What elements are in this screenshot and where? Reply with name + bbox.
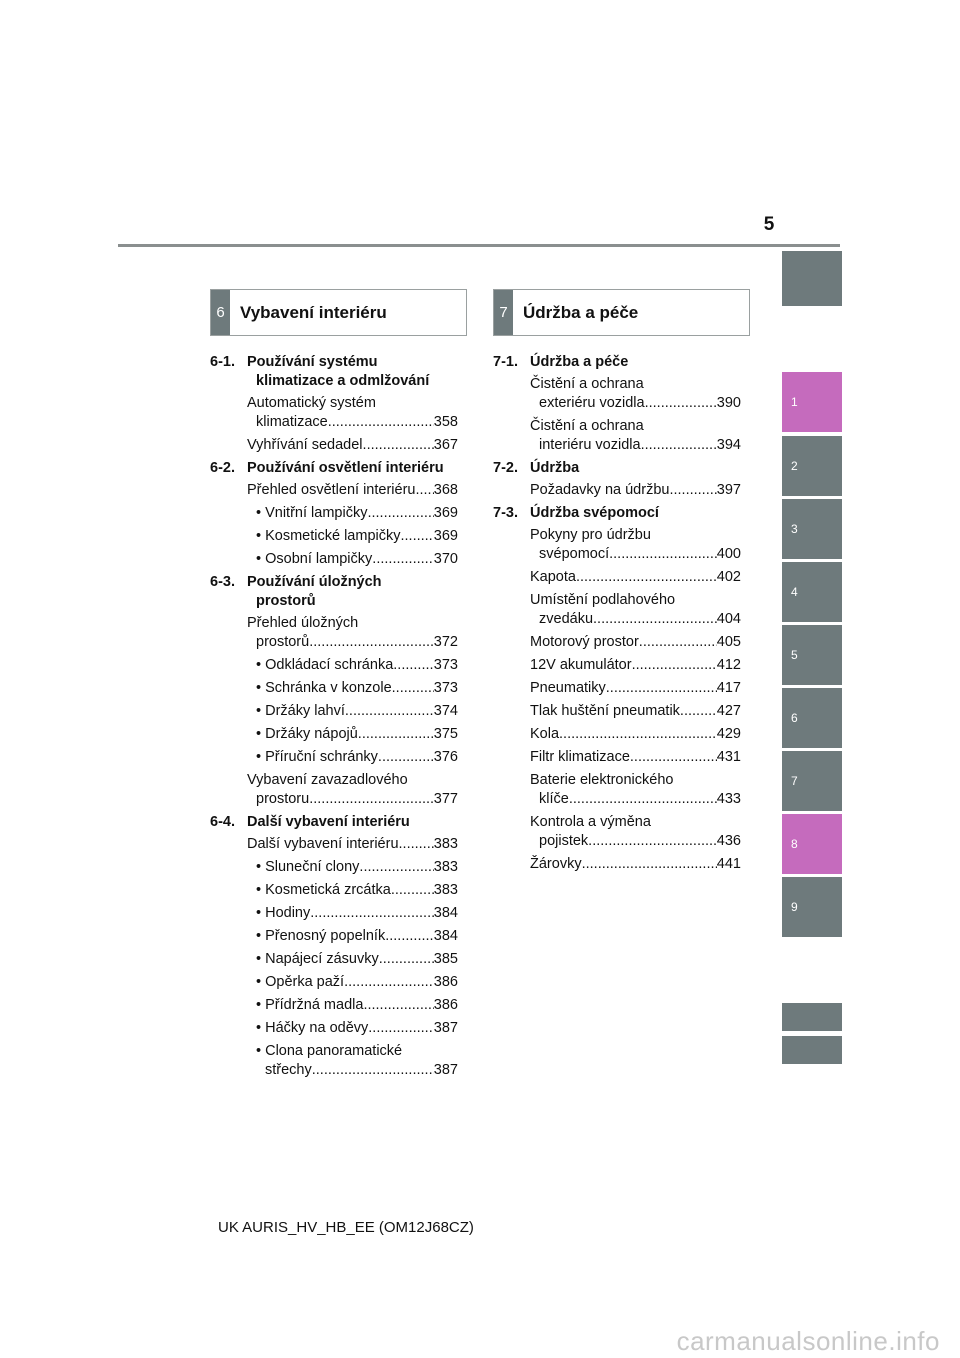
dot-leader (363, 996, 433, 1015)
entry-line (256, 1061, 458, 1080)
toc-entry[interactable] (210, 481, 458, 500)
toc-entry[interactable] (493, 855, 741, 874)
toc-entry[interactable] (210, 702, 458, 721)
entry-label: Žárovky (530, 856, 582, 872)
toc-entry[interactable] (210, 835, 458, 854)
entry-line (530, 545, 741, 564)
toc-entry[interactable] (210, 881, 458, 900)
entry-page-number: 387 (433, 1020, 458, 1036)
entry-label: exteriéru vozidla (539, 395, 645, 411)
chapter-tab-2[interactable]: 2 (782, 436, 842, 496)
entry-label: • Sluneční clony (256, 859, 360, 875)
entry-page-number: 377 (433, 791, 458, 807)
entry-label: • Kosmetická zrcátka (256, 882, 391, 898)
dot-leader (359, 858, 433, 877)
toc-entry[interactable] (210, 904, 458, 923)
toc-entry[interactable] (210, 927, 458, 946)
dot-leader (680, 702, 717, 721)
dot-leader (345, 702, 434, 721)
dot-leader (309, 790, 434, 809)
toc-entry[interactable] (210, 656, 458, 675)
dot-leader (385, 927, 434, 946)
entry-label: prostoru (256, 791, 310, 807)
chapter-tab-4[interactable]: 4 (782, 562, 842, 622)
entry-line (530, 394, 741, 413)
toc-entry[interactable] (493, 375, 741, 413)
entry-line (247, 790, 458, 809)
entry-page-number: 358 (433, 414, 458, 430)
toc-entry[interactable] (493, 679, 741, 698)
chapter-tab-blank[interactable] (782, 251, 842, 306)
entry-page-number: 369 (433, 505, 458, 521)
entry-page-number: 383 (433, 836, 458, 852)
section-heading-text (247, 353, 458, 391)
dot-leader (328, 413, 434, 432)
section-number-badge: 6 (211, 290, 230, 335)
entry-label: Čistění a ochrana (530, 418, 644, 434)
entry-page-number: 373 (433, 657, 458, 673)
toc-entry[interactable] (210, 973, 458, 992)
toc-entry[interactable] (210, 504, 458, 523)
entry-label: Kontrola a výměna (530, 814, 651, 830)
dot-leader (344, 973, 434, 992)
toc-entry[interactable] (493, 725, 741, 744)
toc-entry[interactable] (210, 614, 458, 652)
entry-page-number: 387 (433, 1062, 458, 1078)
dot-leader (363, 436, 434, 455)
section-code: 7-3. (493, 505, 518, 521)
entry-label: • Háčky na oděvy (256, 1020, 369, 1036)
dot-leader (632, 656, 717, 675)
dot-leader (593, 610, 717, 629)
entry-line (247, 633, 458, 652)
entry-label: Vyhřívání sedadel (247, 437, 363, 453)
entry-page-number: 441 (716, 856, 741, 872)
entry-label: • Přenosný popelník (256, 928, 386, 944)
entry-label: svépomocí (539, 546, 610, 562)
chapter-tab-5[interactable]: 5 (782, 625, 842, 685)
section-heading-line: Další vybavení interiéru (247, 814, 410, 830)
dot-leader (367, 504, 433, 523)
section-code: 7-2. (493, 460, 518, 476)
entry-page-number: 383 (433, 859, 458, 875)
entry-label: Filtr klimatizace (530, 749, 630, 765)
dot-leader (569, 790, 717, 809)
entry-label: pojistek (539, 833, 589, 849)
section-heading-line: Údržba a péče (530, 354, 629, 370)
toc-section-heading[interactable] (210, 459, 458, 478)
toc-column-right (493, 353, 741, 878)
toc-entry[interactable] (210, 679, 458, 698)
section-code: 7-1. (493, 354, 518, 370)
entry-label: • Odkládací schránka (256, 657, 394, 673)
entry-line (530, 790, 741, 809)
dot-leader (310, 904, 434, 923)
entry-label: Čistění a ochrana (530, 376, 644, 392)
toc-entry[interactable] (493, 633, 741, 652)
dot-leader (399, 835, 434, 854)
watermark: carmanualsonline.info (676, 1326, 940, 1356)
section-heading-line: Údržba svépomocí (530, 505, 659, 521)
section-heading-line: prostorů (256, 593, 316, 609)
toc-column-left (210, 353, 458, 1084)
entry-line (530, 436, 741, 455)
entry-label: zvedáku (539, 611, 594, 627)
toc-entry[interactable] (493, 771, 741, 809)
entry-page-number: 429 (716, 726, 741, 742)
toc-entry[interactable] (210, 394, 458, 432)
entry-page-number: 404 (716, 611, 741, 627)
dot-leader (379, 950, 434, 969)
dot-leader (368, 1019, 434, 1038)
entry-label: • Příruční schránky (256, 749, 378, 765)
entry-label: Přehled osvětlení interiéru (247, 482, 416, 498)
entry-page-number: 412 (716, 657, 741, 673)
entry-label: interiéru vozidla (539, 437, 641, 453)
toc-section-heading[interactable] (493, 353, 741, 372)
entry-label: • Kosmetické lampičky (256, 528, 401, 544)
entry-label: Pneumatiky (530, 680, 606, 696)
dot-leader (645, 394, 717, 413)
entry-label: Baterie elektronického (530, 772, 674, 788)
section-title: Vybavení interiéru (240, 302, 387, 322)
entry-page-number: 394 (716, 437, 741, 453)
entry-page-number: 405 (716, 634, 741, 650)
section-code: 6-1. (210, 354, 235, 370)
dot-leader (391, 881, 434, 900)
toc-entry[interactable] (210, 858, 458, 877)
top-rule (118, 244, 840, 247)
entry-label: Kola (530, 726, 560, 742)
dot-leader (393, 656, 434, 675)
entry-label: • Přídržná madla (256, 997, 364, 1013)
entry-label: • Opěrka paží (256, 974, 345, 990)
entry-page-number: 370 (433, 551, 458, 567)
entry-line (530, 610, 741, 629)
chapter-tab-8[interactable]: 8 (782, 814, 842, 874)
entry-page-number: 402 (716, 569, 741, 585)
section-heading-line: klimatizace a odmlžování (256, 373, 430, 389)
section-code: 6-4. (210, 814, 235, 830)
chapter-tab-blank[interactable] (782, 1003, 842, 1031)
toc-entry[interactable] (493, 748, 741, 767)
entry-label: Kapota (530, 569, 576, 585)
dot-leader (588, 832, 717, 851)
dot-leader (639, 633, 717, 652)
entry-label: Požadavky na údržbu (530, 482, 670, 498)
entry-page-number: 384 (433, 905, 458, 921)
toc-entry[interactable] (493, 702, 741, 721)
entry-page-number: 383 (433, 882, 458, 898)
toc-entry[interactable] (493, 481, 741, 500)
entry-page-number: 373 (433, 680, 458, 696)
entry-label: Motorový prostor (530, 634, 639, 650)
dot-leader (630, 748, 717, 767)
entry-label: Přehled úložných (247, 615, 359, 631)
entry-page-number: 436 (716, 833, 741, 849)
section-heading-text (247, 573, 458, 611)
section-heading-line: Používání systému (247, 354, 378, 370)
section-heading-line: Používání úložných (247, 574, 382, 590)
toc-section-heading[interactable] (210, 813, 458, 832)
entry-label: Pokyny pro údržbu (530, 527, 651, 543)
entry-label: prostorů (256, 634, 310, 650)
entry-page-number: 384 (433, 928, 458, 944)
chapter-tab-1[interactable]: 1 (782, 372, 842, 432)
chapter-tab-6[interactable]: 6 (782, 688, 842, 748)
chapter-tab-7[interactable]: 7 (782, 751, 842, 811)
dot-leader (312, 1061, 434, 1080)
entry-page-number: 376 (433, 749, 458, 765)
toc-entry[interactable] (210, 436, 458, 455)
entry-label: Tlak huštění pneumatik (530, 703, 680, 719)
section-header-right (493, 289, 750, 336)
entry-label: Další vybavení interiéru (247, 836, 399, 852)
toc-entry[interactable] (493, 526, 741, 564)
entry-page-number: 433 (716, 791, 741, 807)
entry-page-number: 367 (433, 437, 458, 453)
dot-leader (641, 436, 717, 455)
toc-entry[interactable] (210, 748, 458, 767)
entry-label: střechy (265, 1062, 312, 1078)
page-number: 5 (763, 214, 775, 235)
toc-entry[interactable] (210, 771, 458, 809)
section-heading-text (247, 459, 458, 478)
chapter-tab-3[interactable]: 3 (782, 499, 842, 559)
entry-label: • Schránka v konzole (256, 680, 392, 696)
entry-page-number: 400 (716, 546, 741, 562)
toc-section-heading[interactable] (493, 504, 741, 523)
entry-page-number: 390 (716, 395, 741, 411)
dot-leader (606, 679, 717, 698)
entry-page-number: 397 (716, 482, 741, 498)
entry-page-number: 375 (433, 726, 458, 742)
dot-leader (372, 550, 434, 569)
section-code: 6-2. (210, 460, 235, 476)
section-code: 6-3. (210, 574, 235, 590)
toc-entry[interactable] (493, 656, 741, 675)
toc-entry[interactable] (210, 550, 458, 569)
dot-leader (559, 725, 717, 744)
section-heading-text (530, 353, 741, 372)
entry-page-number: 372 (433, 634, 458, 650)
toc-section-heading[interactable] (210, 573, 458, 611)
entry-line (530, 832, 741, 851)
toc-section-heading[interactable] (493, 459, 741, 478)
toc-entry[interactable] (493, 813, 741, 851)
chapter-tab-9[interactable]: 9 (782, 877, 842, 937)
entry-label: klimatizace (256, 414, 328, 430)
section-heading-text (247, 813, 458, 832)
dot-leader (582, 855, 717, 874)
dot-leader (609, 545, 717, 564)
dot-leader (392, 679, 434, 698)
section-header-left (210, 289, 467, 336)
entry-page-number: 427 (716, 703, 741, 719)
entry-label: • Napájecí zásuvky (256, 951, 379, 967)
entry-page-number: 374 (433, 703, 458, 719)
toc-entry[interactable] (210, 950, 458, 969)
entry-page-number: 386 (433, 974, 458, 990)
entry-page-number: 368 (433, 482, 458, 498)
footer-doc-id: UK AURIS_HV_HB_EE (OM12J68CZ) (218, 1219, 474, 1236)
toc-entry[interactable] (210, 1042, 458, 1080)
dot-leader (309, 633, 434, 652)
entry-label: • Držáky nápojů (256, 726, 358, 742)
entry-label: • Osobní lampičky (256, 551, 373, 567)
toc-entry[interactable] (493, 591, 741, 629)
dot-leader (576, 568, 717, 587)
toc-entry[interactable] (210, 725, 458, 744)
entry-label: 12V akumulátor (530, 657, 632, 673)
section-heading-line: Používání osvětlení interiéru (247, 460, 444, 476)
section-heading-text (530, 459, 741, 478)
entry-page-number: 369 (433, 528, 458, 544)
toc-entry[interactable] (210, 527, 458, 546)
section-title: Údržba a péče (523, 302, 639, 322)
entry-page-number: 431 (716, 749, 741, 765)
entry-page-number: 417 (716, 680, 741, 696)
entry-page-number: 385 (433, 951, 458, 967)
dot-leader (669, 481, 716, 500)
chapter-tab-blank[interactable] (782, 1036, 842, 1064)
entry-label: Vybavení zavazadlového (247, 772, 408, 788)
dot-leader (378, 748, 434, 767)
entry-page-number: 386 (433, 997, 458, 1013)
section-number-badge: 7 (494, 290, 513, 335)
entry-label: • Hodiny (256, 905, 311, 921)
entry-label: Umístění podlahového (530, 592, 676, 608)
toc-entry[interactable] (493, 568, 741, 587)
toc-entry[interactable] (493, 417, 741, 455)
dot-leader (358, 725, 434, 744)
entry-label: • Vnitřní lampičky (256, 505, 368, 521)
section-heading-line: Údržba (530, 460, 580, 476)
entry-line (247, 413, 458, 432)
toc-entry[interactable] (210, 1019, 458, 1038)
entry-label: Automatický systém (247, 395, 376, 411)
entry-label: klíče (539, 791, 569, 807)
entry-label: • Držáky lahví (256, 703, 345, 719)
section-heading-text (530, 504, 741, 523)
dot-leader (400, 527, 433, 546)
toc-entry[interactable] (210, 996, 458, 1015)
dot-leader (415, 481, 433, 500)
toc-section-heading[interactable] (210, 353, 458, 391)
entry-label: • Clona panoramatické (256, 1043, 403, 1059)
